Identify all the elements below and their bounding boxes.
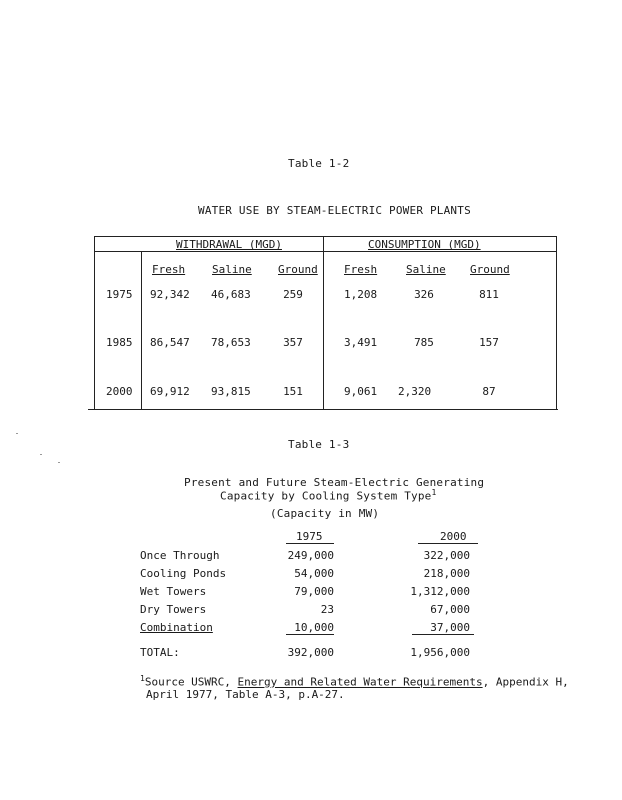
total-label: TOTAL: [140,646,180,659]
table-cell: 86,547 [150,336,190,349]
table-cell: 157 [479,336,499,349]
footnote-line1 [140,674,569,689]
table-cell: 92,342 [150,288,190,301]
row-label: Dry Towers [140,603,207,616]
table-divider [88,409,558,410]
table-cell: 811 [479,288,499,301]
column-header: Fresh [344,263,378,276]
table-cell: 79,000 [294,585,334,598]
column-header: Fresh [152,263,186,276]
table-1-3-title-line1: Present and Future Steam-Electric Generating [184,476,485,489]
table-cell: 67,000 [430,603,470,616]
table-1-2-caption: Table 1-2 [288,157,350,170]
subtotal-rule [412,634,474,635]
table-cell: 326 [414,288,434,301]
scan-speck [40,454,42,455]
row-label: Once Through [140,549,220,562]
footnote-suffix: , Appendix H, [482,675,569,689]
scan-speck [58,462,60,463]
footnote-mark: 1 [140,674,145,683]
header-underline [418,543,478,544]
table-cell: 3,491 [344,336,378,349]
column-header-2000: 2000 [440,530,467,543]
table-cell: 357 [283,336,303,349]
consumption-group-header: CONSUMPTION (MGD) [368,238,481,251]
scan-speck [16,433,18,434]
table-cell: 93,815 [211,385,251,398]
table-cell: 249,000 [287,549,334,562]
row-label: Combination [140,621,213,634]
table-cell: 2,320 [398,385,432,398]
table-cell: 322,000 [423,549,470,562]
table-cell: 218,000 [423,567,470,580]
row-year: 1975 [106,288,133,301]
table-cell: 54,000 [294,567,334,580]
header-underline [286,543,334,544]
table-cell: 259 [283,288,303,301]
table-divider [141,251,142,409]
subtotal-rule [286,634,334,635]
table-cell: 1,208 [344,288,378,301]
table-divider [94,251,557,252]
table-cell: 23 [320,603,334,616]
table-cell: 9,061 [344,385,378,398]
row-label: Wet Towers [140,585,207,598]
table-divider [323,236,324,409]
table-1-3-title-line2: Capacity by Cooling System Type$^1$ [220,488,437,503]
withdrawal-group-header: WITHDRAWAL (MGD) [176,238,282,251]
column-header-1975: 1975 [296,530,323,543]
table-cell: 785 [414,336,434,349]
table-cell: 10,000 [294,621,334,634]
table-cell: 78,653 [211,336,251,349]
table-1-3-units: (Capacity in MW) [270,507,380,520]
column-header: Ground [278,263,318,276]
total-cell: 1,956,000 [410,646,470,659]
table-cell: 69,912 [150,385,190,398]
table-cell: 46,683 [211,288,251,301]
table-1-3-caption: Table 1-3 [288,438,350,451]
table-cell: 151 [283,385,303,398]
footnote-line2: April 1977, Table A-3, p.A-27. [146,688,345,701]
row-label: Cooling Ponds [140,567,227,580]
footnote-source-title: Energy and Related Water Requirements [237,675,483,689]
row-year: 2000 [106,385,133,398]
table-cell: 1,312,000 [410,585,470,598]
column-header: Saline [406,263,446,276]
table-cell: 37,000 [430,621,470,634]
footnote-mark: 1 [431,488,437,497]
table-1-2-title: WATER USE BY STEAM-ELECTRIC POWER PLANTS [198,204,471,217]
footnote-prefix: Source USWRC, [144,675,238,689]
column-header: Saline [212,263,252,276]
column-header: Ground [470,263,510,276]
row-year: 1985 [106,336,133,349]
table-cell: 87 [482,385,496,398]
total-cell: 392,000 [287,646,334,659]
